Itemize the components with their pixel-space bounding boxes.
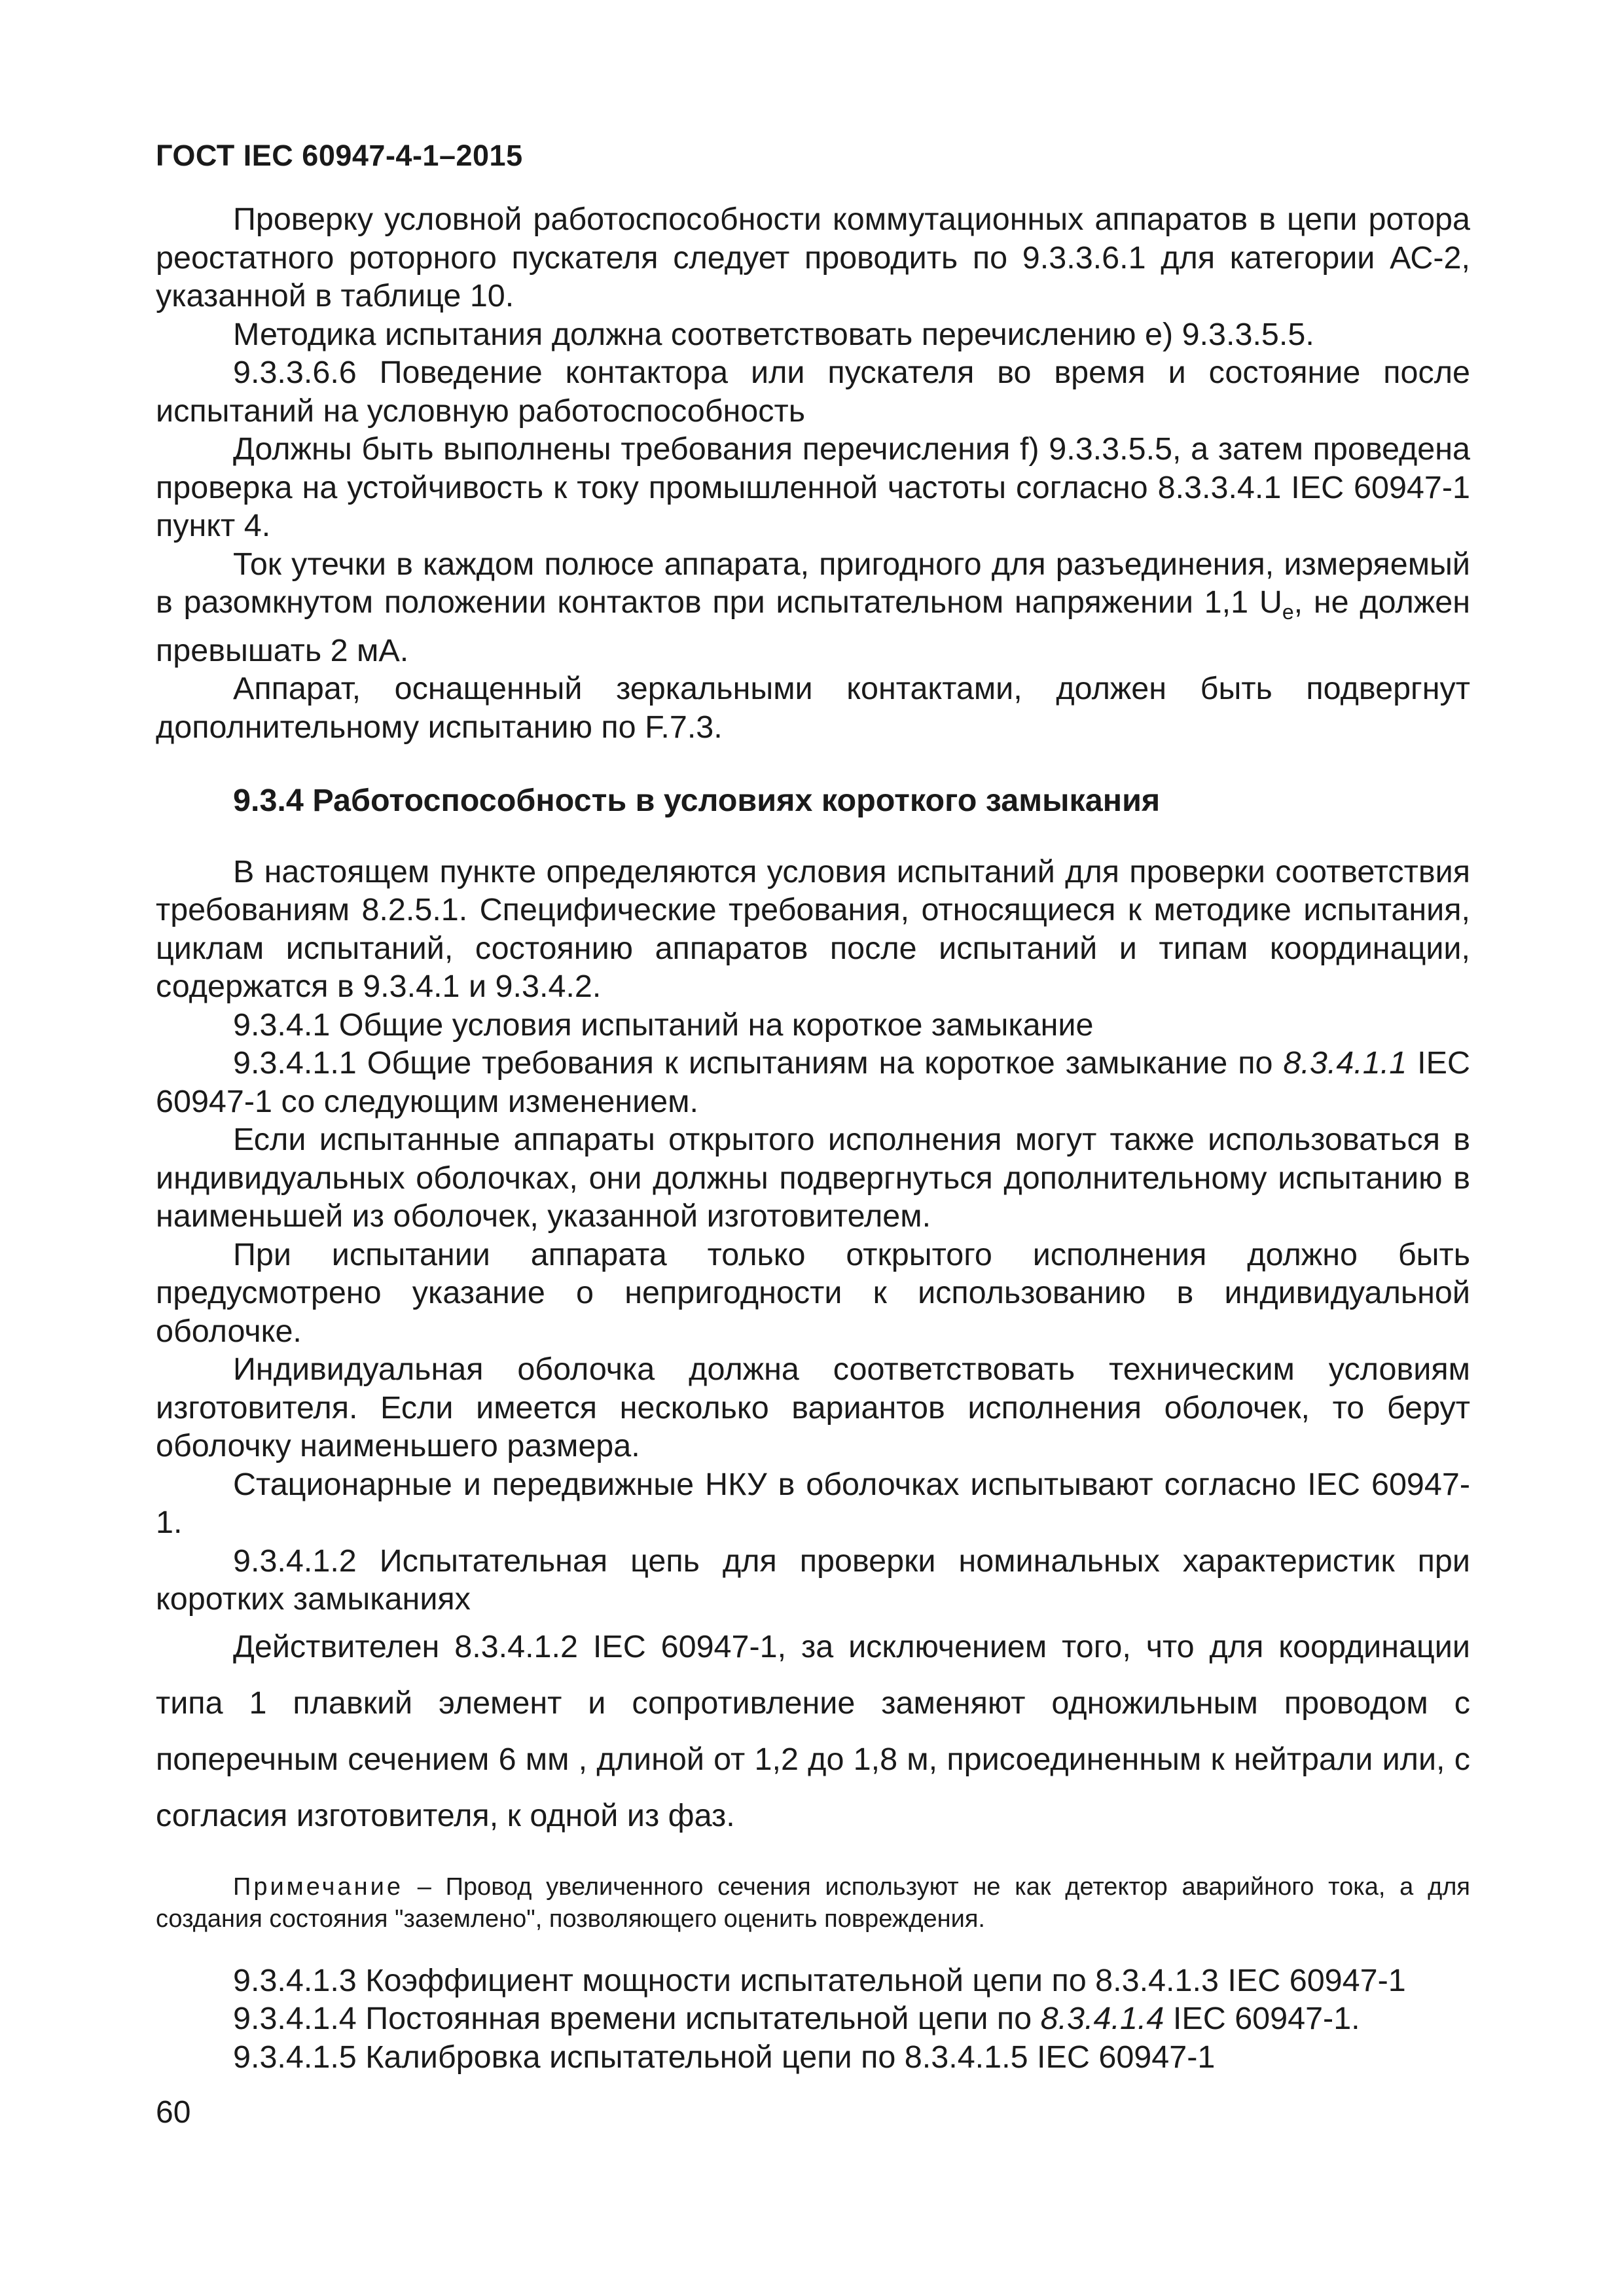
paragraph: 9.3.4.1.2 Испытательная цепь для проверки номинальных характеристик при коротких замыканиях xyxy=(156,1543,1470,1617)
paragraph: Должны быть выполнены требования перечисления f) 9.3.3.5.5, а затем проведена проверка на устойчивость к току промышленной частоты согласно 8.3.3.4.1 IEC 60947-1 пункт 4. xyxy=(156,431,1470,543)
paragraph: 9.3.4.1.3 Коэффициент мощности испытательной цепи по 8.3.4.1.3 IEC 60947-1 xyxy=(233,1962,1406,1998)
paragraph: 9.3.4.1 Общие условия испытаний на короткое замыкание xyxy=(233,1007,1094,1043)
subscript-e: e xyxy=(1282,600,1294,624)
paragraph-text: IEC 60947-1. xyxy=(1164,2001,1360,2036)
paragraph-text: , не должен превышать 2 мА. xyxy=(156,584,1470,668)
paragraph-text: 9.3.4.1.1 Общие требования к испытаниям на короткое замыкание по xyxy=(233,1045,1284,1081)
paragraph: 9.3.3.6.6 Поведение контактора или пускателя во время и состояние после испытаний на условную работоспособность xyxy=(156,355,1470,429)
paragraph: Если испытанные аппараты открытого исполнения могут также использоваться в индивидуальных оболочках, они должны подвергнуться дополнительному испытанию в наименьшей из оболочек, указанной изготовителем. xyxy=(156,1122,1470,1234)
document-body xyxy=(156,200,1470,2076)
italic-reference: 8.3.4.1.1 xyxy=(1283,1045,1407,1081)
paragraph: В настоящем пункте определяются условия испытаний для проверки соответствия требованиям 8.2.5.1. Специфические требования, относящиеся к методике испытания, циклам испытаний, состоянию аппаратов после испытаний и типам координации, содержатся в 9.3.4.1 и 9.3.4.2. xyxy=(156,853,1470,1004)
page-number: 60 xyxy=(156,2095,191,2130)
section-heading: 9.3.4 Работоспособность в условиях короткого замыкания xyxy=(233,783,1161,818)
paragraph: Действителен 8.3.4.1.2 IEC 60947-1, за исключением того, что для координации типа 1 плавкий элемент и сопротивление заменяют одножильным проводом с поперечным сечением 6 мм , длиной от 1,2 до 1,8 м, присоединенным к нейтрали или, с согласия изготовителя, к одной из фаз. xyxy=(156,1628,1470,1833)
paragraph-text: 9.3.4.1.4 Постоянная времени испытательной цепи по xyxy=(233,2001,1041,2036)
paragraph: Аппарат, оснащенный зеркальными контактами, должен быть подвергнут дополнительному испытанию по F.7.3. xyxy=(156,671,1470,745)
paragraph: Проверку условной работоспособности коммутационных аппаратов в цепи ротора реостатного роторного пускателя следует проводить по 9.3.3.6.1 для категории АС-2, указанной в таблице 10. xyxy=(156,202,1470,314)
paragraph: Методика испытания должна соответствовать перечислению е) 9.3.3.5.5. xyxy=(233,316,1314,352)
note xyxy=(156,1871,1470,1935)
paragraph: Индивидуальная оболочка должна соответствовать техническим условиям изготовителя. Если имеется несколько вариантов исполнения оболочек, то берут оболочку наименьшего размера. xyxy=(156,1352,1470,1463)
paragraph: Стационарные и передвижные НКУ в оболочках испытывают согласно IEC 60947-1. xyxy=(156,1466,1470,1540)
paragraph-text: IEC 60947-1 со следующим изменением. xyxy=(156,1045,1471,1119)
paragraph-text: Ток утечки в каждом полюсе аппарата, пригодного для разъединения, измеряемый в разомкнутом положении контактов при испытательном напряжении 1,1 U xyxy=(156,546,1470,620)
note-label: Примечание xyxy=(233,1873,403,1901)
note-text: – Провод увеличенного сечения используют не как детектор аварийного тока, а для создания состояния "заземлено", позволяющего оценить повреждения. xyxy=(156,1873,1470,1933)
document-header: ГОСТ IEC 60947-4-1–2015 xyxy=(156,139,523,172)
paragraph: 9.3.4.1.5 Калибровка испытательной цепи по 8.3.4.1.5 IEC 60947-1 xyxy=(233,2039,1216,2075)
paragraph xyxy=(156,1044,1470,1121)
paragraph: При испытании аппарата только открытого исполнения должно быть предусмотрено указание о непригодности к использованию в индивидуальной оболочке. xyxy=(156,1236,1470,1349)
paragraph xyxy=(156,545,1470,670)
italic-reference: 8.3.4.1.4 xyxy=(1040,2001,1164,2036)
paragraph xyxy=(156,2000,1470,2038)
